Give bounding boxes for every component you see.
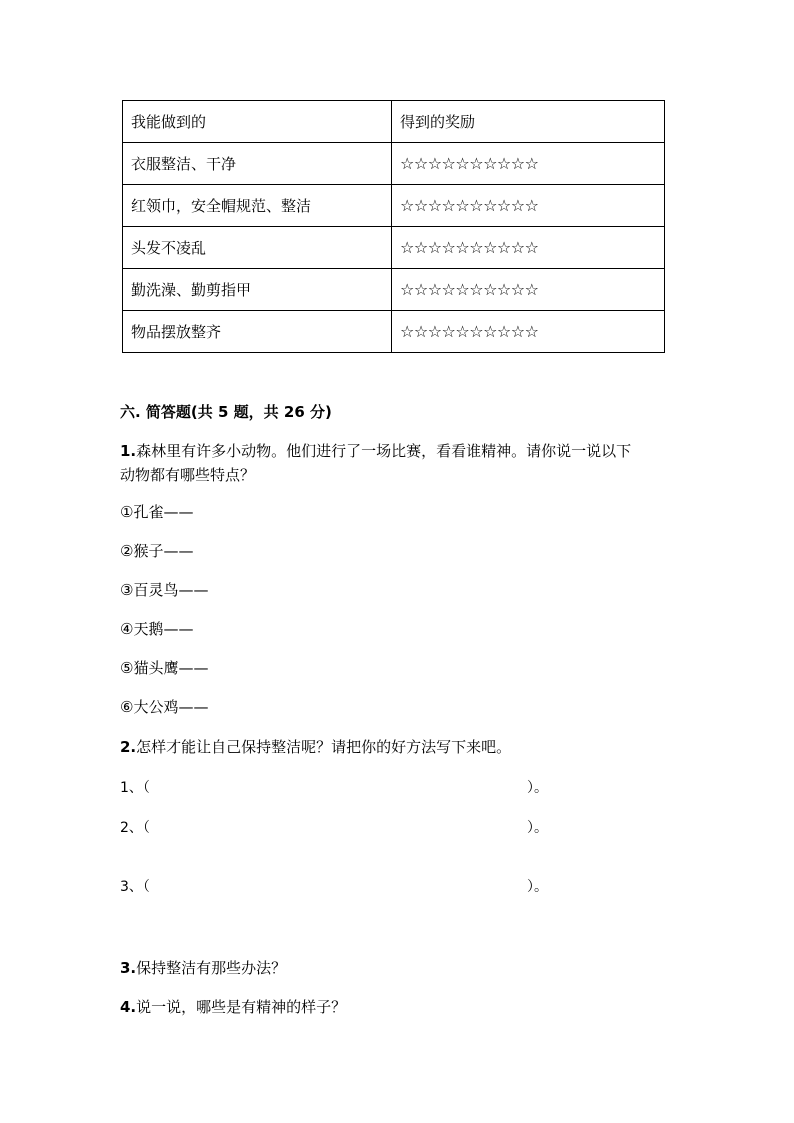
table-row: [123, 143, 665, 185]
table-row: [123, 269, 665, 311]
table-cell-stars: ☆☆☆☆☆☆☆☆☆☆: [392, 311, 665, 353]
table-cell-stars: ☆☆☆☆☆☆☆☆☆☆: [392, 185, 665, 227]
answer-blank-open: 2、（: [120, 820, 150, 836]
answer-item: ⑥大公鸡——: [120, 698, 209, 716]
question-number: 4.: [120, 998, 137, 1016]
answer-blank-close: ）。: [527, 780, 548, 796]
answer-item: ②猴子——: [120, 542, 194, 560]
table-cell-item: 衣服整洁、干净: [123, 143, 392, 185]
question-number: 2.: [120, 738, 137, 756]
answer-blank-open: 3、（: [120, 879, 150, 895]
question-number: 3.: [120, 959, 137, 977]
answer-item: ⑤猫头鹰——: [120, 659, 209, 677]
table-cell-stars: ☆☆☆☆☆☆☆☆☆☆: [392, 269, 665, 311]
table-cell-stars: ☆☆☆☆☆☆☆☆☆☆: [392, 143, 665, 185]
table-cell-item: 勤洗澡、勤剪指甲: [123, 269, 392, 311]
table-row: [123, 185, 665, 227]
table-header-cell: 得到的奖励: [392, 101, 665, 143]
question-2: [120, 736, 511, 757]
question-3: [120, 957, 286, 978]
table-header-row: [123, 101, 665, 143]
question-4: [120, 996, 346, 1017]
question-number: 1.: [120, 442, 137, 460]
table-cell-item: 红领巾，安全帽规范、整洁: [123, 185, 392, 227]
table-cell-item: 头发不凌乱: [123, 227, 392, 269]
table-cell-stars: ☆☆☆☆☆☆☆☆☆☆: [392, 227, 665, 269]
answer-item: ①孔雀——: [120, 503, 194, 521]
table-cell-item: 物品摆放整齐: [123, 311, 392, 353]
table-header-cell: 我能做到的: [123, 101, 392, 143]
reward-table: [122, 100, 665, 353]
answer-blank-open: 1、（: [120, 780, 150, 796]
question-1-line1: [120, 440, 631, 461]
question-text: 说一说，哪些是有精神的样子？: [136, 998, 347, 1016]
section-title: 六. 简答题(共 5 题，共 26 分): [120, 403, 332, 421]
answer-item: ④天鹅——: [120, 620, 194, 638]
question-text: 森林里有许多小动物。他们进行了一场比赛，看看谁精神。请你说一说以下: [136, 442, 632, 460]
answer-item: ③百灵鸟——: [120, 581, 209, 599]
answer-blank-close: ）。: [527, 879, 548, 895]
answer-blank-close: ）。: [527, 820, 548, 836]
question-text: 保持整洁有那些办法？: [136, 959, 287, 977]
question-1-line2: 动物都有哪些特点？: [120, 466, 256, 484]
question-text: 怎样才能让自己保持整洁呢？请把你的好方法写下来吧。: [136, 738, 512, 756]
table-row: [123, 311, 665, 353]
table-row: [123, 227, 665, 269]
